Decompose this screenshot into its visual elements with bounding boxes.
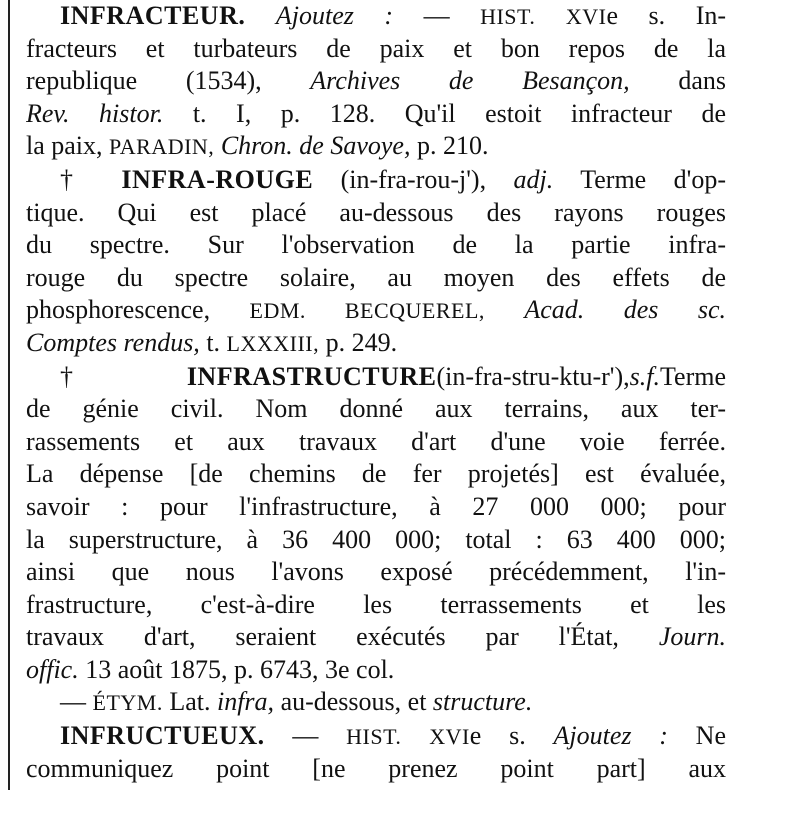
entry-line: ainsi que nous l'avons exposé précédemment, l'in- <box>26 557 726 587</box>
entry-line: offic. 13 août 1875, p. 6743, 3e col. <box>26 654 395 684</box>
etymology-line: — ÉTYM. Lat. infra, au-dessous, et structure. <box>60 687 533 717</box>
entry-infrastructure-line-1: †INFRASTRUCTURE(in-fra-stru-ktu-r'),s.f.Terme <box>60 361 726 391</box>
entry-line: savoir : pour l'infrastructure, à 27 000 000; pour <box>26 491 726 521</box>
entry-line: Comptes rendus, t. LXXXIII, p. 249. <box>26 327 398 357</box>
entry-infructueux-line-1: INFRUCTUEUX. — HIST. XVIe s. Ajoutez : Ne <box>60 721 726 751</box>
entry-infra-rouge-line-1: † INFRA-ROUGE (in-fra-rou-j'), adj. Terme d'op- <box>60 164 726 194</box>
dictionary-column <box>26 0 726 785</box>
entry-line: phosphorescence, EDM. BECQUEREL, Acad. des sc. <box>26 295 726 325</box>
entry-line: du spectre. Sur l'observation de la partie infra- <box>26 230 726 260</box>
entry-line: communiquez point [ne prenez point part] aux <box>26 753 726 783</box>
entry-line: la superstructure, à 36 400 000; total : 63 400 000; <box>26 524 726 554</box>
entry-line: frastructure, c'est-à-dire les terrassements et les <box>26 589 726 619</box>
entry-line: Rev. histor. t. I, p. 128. Qu'il estoit infracteur de <box>26 98 726 128</box>
entry-line: travaux d'art, seraient exécutés par l'État, Journ. <box>26 622 726 652</box>
entry-line: tique. Qui est placé au-dessous des rayons rouges <box>26 197 726 227</box>
entry-line: de génie civil. Nom donné aux terrains, aux ter- <box>26 394 726 424</box>
entry-line: republique (1534), Archives de Besançon, dans <box>26 66 726 96</box>
entry-line: la paix, PARADIN, Chron. de Savoye, p. 210. <box>26 131 489 161</box>
entry-infracteur-line-1: INFRACTEUR. Ajoutez : — HIST. XVIe s. In- <box>60 1 726 30</box>
entry-line: rouge du spectre solaire, au moyen des effets de <box>26 262 726 292</box>
entry-line: rassements et aux travaux d'art d'une voie ferrée. <box>26 426 726 456</box>
column-rule <box>8 0 10 790</box>
entry-line: fracteurs et turbateurs de paix et bon repos de la <box>26 33 726 63</box>
entry-line: La dépense [de chemins de fer projetés] est évaluée, <box>26 459 726 489</box>
